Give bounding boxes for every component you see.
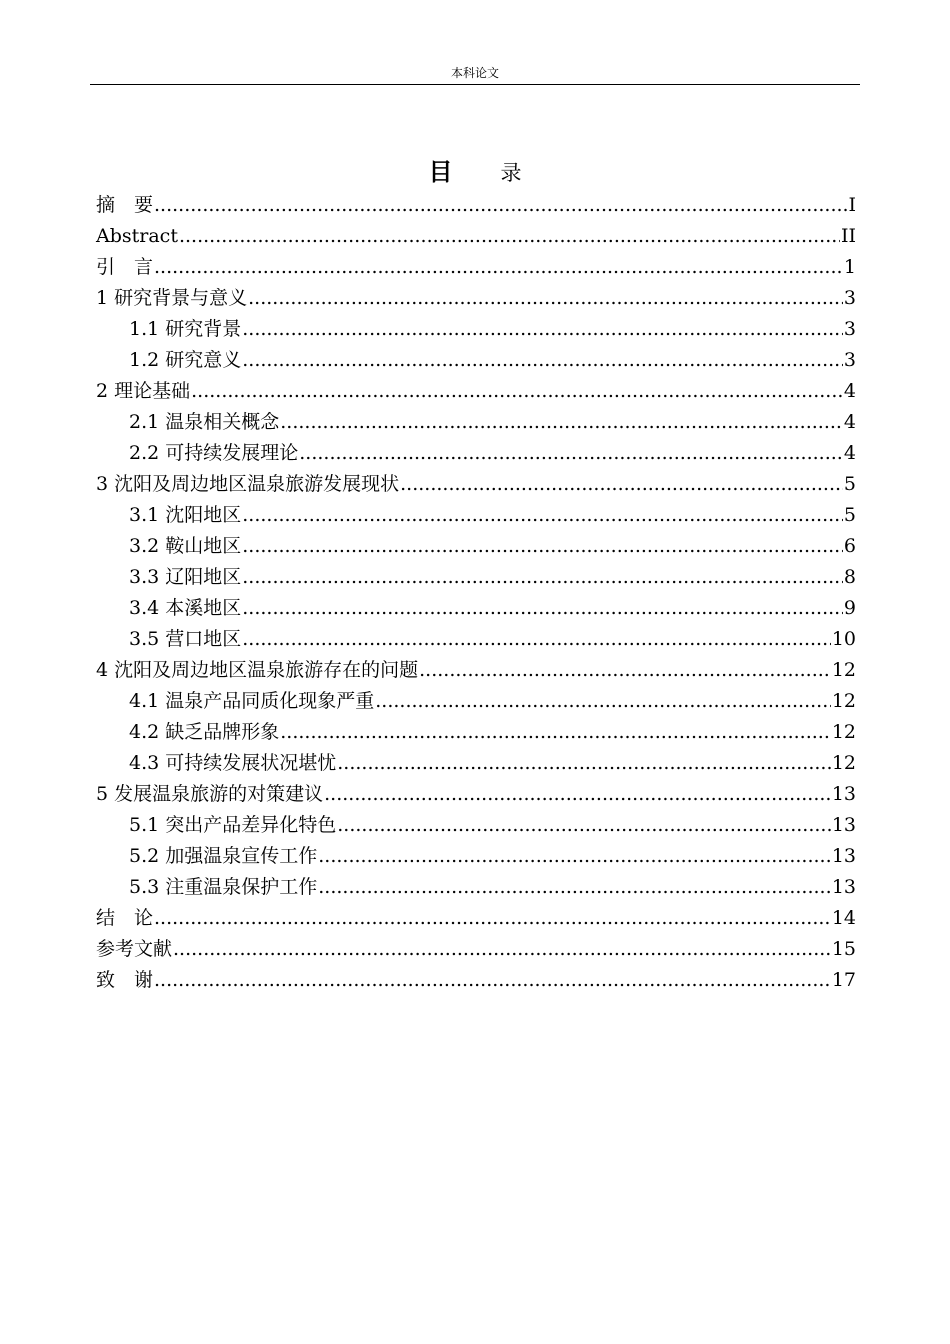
- toc-entry[interactable]: [96, 407, 856, 438]
- toc-entry-label: 1.1 研究背景: [129, 318, 242, 340]
- toc-entry[interactable]: [96, 872, 856, 903]
- toc-entry-page: 5: [843, 473, 856, 495]
- toc-entry-label: 1.2 研究意义: [129, 349, 242, 371]
- toc-entry-label: 3.1 沈阳地区: [129, 504, 242, 526]
- toc-entry[interactable]: [96, 655, 856, 686]
- toc-leader-dots: [242, 531, 843, 562]
- toc-entry-label: 5 发展温泉旅游的对策建议: [96, 783, 324, 805]
- toc-entry-label: 2.1 温泉相关概念: [129, 411, 280, 433]
- toc-entry-label: 3.5 营口地区: [129, 628, 242, 650]
- toc-entry-page: 13: [831, 845, 856, 867]
- toc-entry-page: 8: [843, 566, 856, 588]
- toc-title-part2: 录: [500, 161, 522, 185]
- toc-entry-page: 13: [831, 783, 856, 805]
- toc-leader-dots: [324, 779, 831, 810]
- toc-leader-dots: [154, 965, 831, 996]
- toc-entry-label: 参考文献: [96, 938, 173, 960]
- toc-leader-dots: [400, 469, 843, 500]
- toc-entry-label: 2 理论基础: [96, 380, 191, 402]
- toc-leader-dots: [242, 314, 843, 345]
- toc-entry[interactable]: [96, 593, 856, 624]
- toc-entry-page: 12: [831, 659, 856, 681]
- toc-entry-label: 3 沈阳及周边地区温泉旅游发展现状: [96, 473, 400, 495]
- toc-entry[interactable]: [96, 469, 856, 500]
- toc-entry[interactable]: [96, 500, 856, 531]
- toc-leader-dots: [154, 252, 843, 283]
- toc-entry-label: 5.2 加强温泉宣传工作: [129, 845, 318, 867]
- toc-leader-dots: [318, 841, 831, 872]
- toc-entry-page: I: [848, 194, 856, 216]
- toc-entry-page: 3: [843, 318, 856, 340]
- toc-leader-dots: [242, 624, 831, 655]
- toc-entry[interactable]: [96, 252, 856, 283]
- toc-entry[interactable]: [96, 531, 856, 562]
- toc-entry-page: 4: [843, 442, 856, 464]
- toc-entry[interactable]: [96, 903, 856, 934]
- toc-entry-label: Abstract: [96, 225, 178, 247]
- toc-leader-dots: [191, 376, 843, 407]
- toc-entry-page: 13: [831, 876, 856, 898]
- toc-entry[interactable]: [96, 779, 856, 810]
- toc-leader-dots: [242, 500, 843, 531]
- toc-entry[interactable]: [96, 314, 856, 345]
- toc-leader-dots: [318, 872, 831, 903]
- toc-entry-page: 1: [843, 256, 856, 278]
- toc-entry-label: 摘 要: [96, 194, 154, 216]
- toc-entry-label: 5.1 突出产品差异化特色: [129, 814, 337, 836]
- toc-entry-page: 4: [843, 411, 856, 433]
- toc-leader-dots: [248, 283, 843, 314]
- toc-entry[interactable]: [96, 717, 856, 748]
- toc-entry-page: 12: [831, 752, 856, 774]
- toc-entry-page: 14: [831, 907, 856, 929]
- toc-entry-page: 4: [843, 380, 856, 402]
- toc-entry-page: 3: [843, 349, 856, 371]
- toc-entry[interactable]: [96, 562, 856, 593]
- toc-entry-label: 结 论: [96, 907, 154, 929]
- toc-entry-label: 4.2 缺乏品牌形象: [129, 721, 280, 743]
- toc-leader-dots: [242, 593, 843, 624]
- page-header: 本科论文: [90, 62, 860, 85]
- toc-leader-dots: [242, 345, 843, 376]
- toc-entry-page: 5: [843, 504, 856, 526]
- toc-entry-label: 4 沈阳及周边地区温泉旅游存在的问题: [96, 659, 419, 681]
- toc-entry-label: 1 研究背景与意义: [96, 287, 248, 309]
- toc-entry[interactable]: [96, 810, 856, 841]
- table-of-contents: [96, 190, 856, 996]
- toc-entry[interactable]: [96, 345, 856, 376]
- toc-entry[interactable]: [96, 934, 856, 965]
- toc-entry[interactable]: [96, 965, 856, 996]
- toc-entry-page: 9: [843, 597, 856, 619]
- toc-entry-label: 4.1 温泉产品同质化现象严重: [129, 690, 375, 712]
- toc-entry[interactable]: [96, 841, 856, 872]
- toc-leader-dots: [179, 221, 840, 252]
- toc-entry-label: 致 谢: [96, 969, 154, 991]
- toc-leader-dots: [375, 686, 831, 717]
- toc-entry-page: 15: [831, 938, 856, 960]
- toc-leader-dots: [419, 655, 831, 686]
- toc-entry-label: 4.3 可持续发展状况堪忧: [129, 752, 337, 774]
- toc-leader-dots: [337, 748, 831, 779]
- toc-entry-page: 12: [831, 721, 856, 743]
- toc-title-part1: 目: [428, 157, 453, 186]
- toc-leader-dots: [154, 190, 847, 221]
- toc-leader-dots: [280, 717, 831, 748]
- toc-leader-dots: [337, 810, 831, 841]
- toc-entry-label: 引 言: [96, 256, 154, 278]
- toc-entry-label: 5.3 注重温泉保护工作: [129, 876, 318, 898]
- toc-entry-page: 13: [831, 814, 856, 836]
- toc-entry-label: 3.2 鞍山地区: [129, 535, 242, 557]
- toc-entry[interactable]: [96, 376, 856, 407]
- toc-leader-dots: [280, 407, 843, 438]
- toc-entry[interactable]: [96, 283, 856, 314]
- toc-entry-page: 12: [831, 690, 856, 712]
- toc-entry[interactable]: [96, 686, 856, 717]
- toc-leader-dots: [173, 934, 831, 965]
- toc-title: [0, 156, 950, 189]
- toc-leader-dots: [242, 562, 843, 593]
- toc-entry[interactable]: [96, 221, 856, 252]
- toc-entry-page: 17: [831, 969, 856, 991]
- toc-entry-page: 3: [843, 287, 856, 309]
- toc-entry-label: 3.4 本溪地区: [129, 597, 242, 619]
- toc-entry-page: 10: [831, 628, 856, 650]
- toc-entry[interactable]: [96, 624, 856, 655]
- toc-leader-dots: [154, 903, 831, 934]
- toc-entry-page: II: [840, 225, 856, 247]
- toc-entry[interactable]: [96, 190, 856, 221]
- toc-leader-dots: [299, 438, 843, 469]
- toc-entry-label: 3.3 辽阳地区: [129, 566, 242, 588]
- toc-entry-label: 2.2 可持续发展理论: [129, 442, 299, 464]
- toc-entry[interactable]: [96, 748, 856, 779]
- toc-entry[interactable]: [96, 438, 856, 469]
- toc-entry-page: 6: [843, 535, 856, 557]
